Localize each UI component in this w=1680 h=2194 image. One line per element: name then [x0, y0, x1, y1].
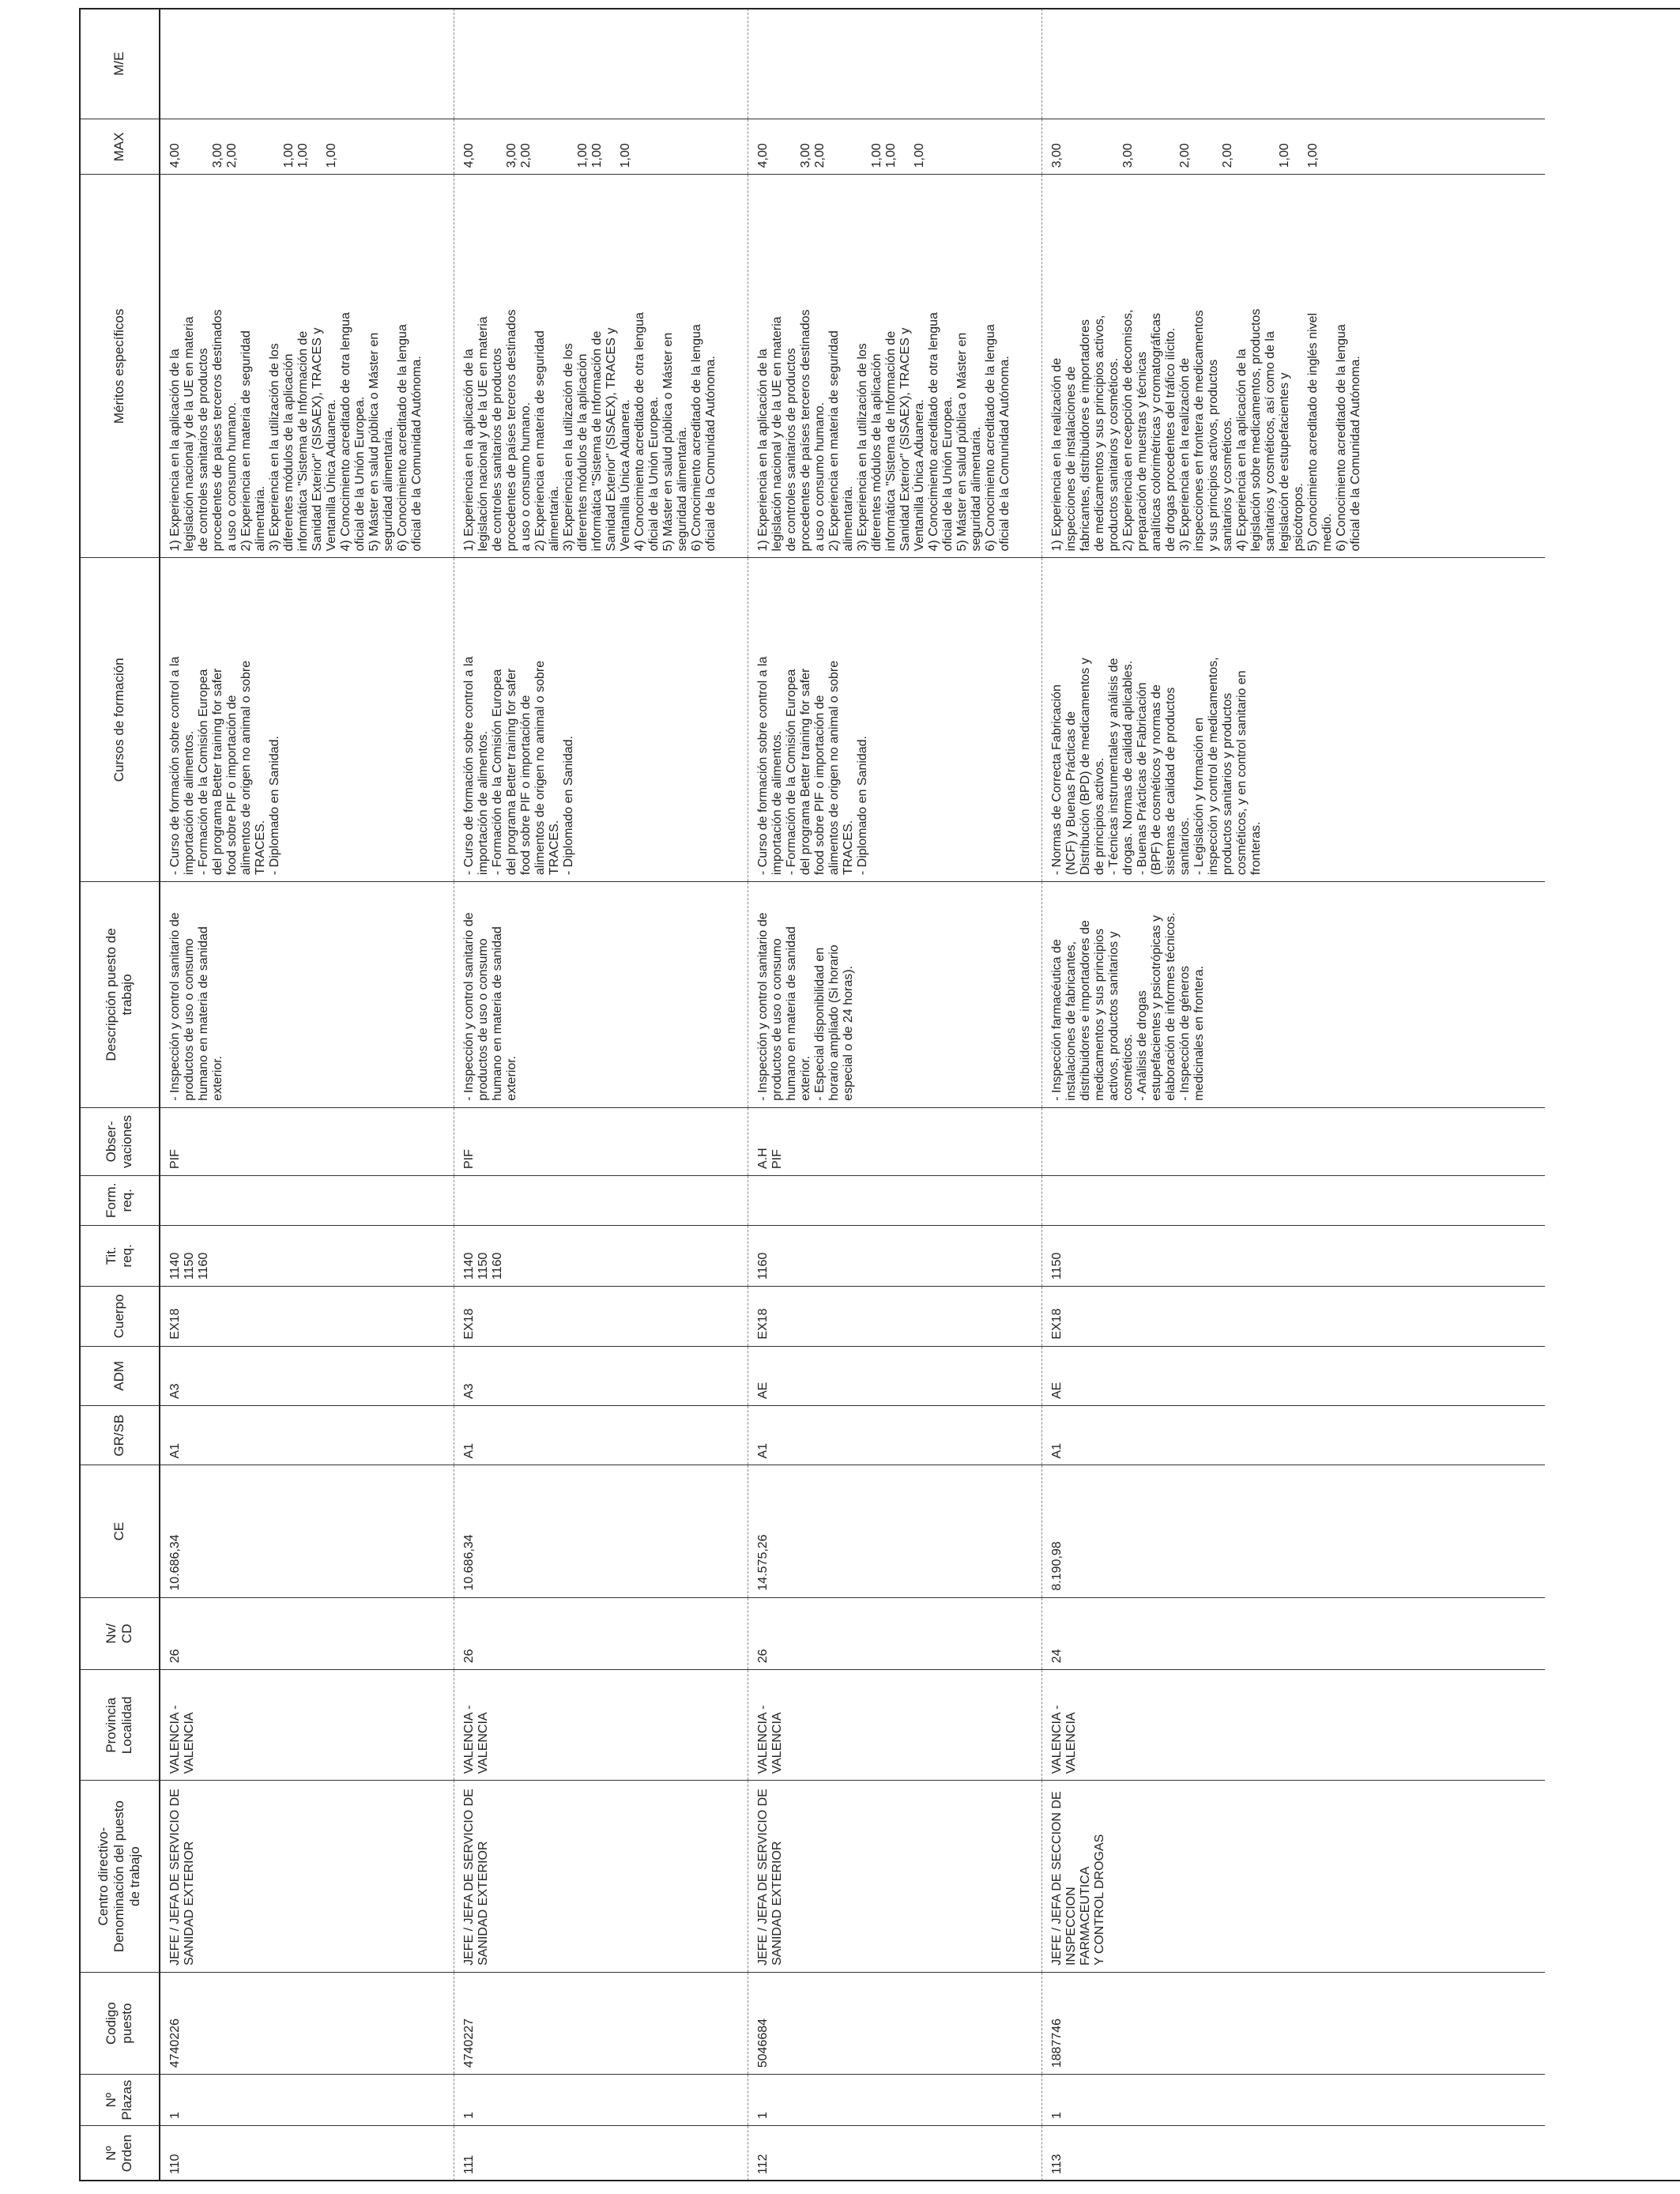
cell-descripcion: - Inspección farmacéutica de instalaciones de fabricantes, distribuidores e importadores de medicamentos y sus principios activos, productos sanitarios y cosméticos. - Análisis de drogas estupefacientes y psicotrópicas y elaboración de informes técnicos. - Inspección de géneros medicinales en frontera.	[1042, 882, 1546, 1108]
header-meritos: Méritos específicos	[80, 175, 160, 558]
cell-cuerpo: EX18	[160, 1287, 454, 1346]
cell-grupo: A1	[160, 1406, 454, 1465]
cell-cursos: - Curso de formación sobre control a la importación de alimentos. - Formación de la Comisión Europea del programa Better training for safer food sobre PIF o importación de alimentos de origen no animal o sobre TRACES. - Diplomado en Sanidad.	[454, 558, 748, 882]
header-cuerpo: Cuerpo	[80, 1287, 160, 1346]
cell-centro: JEFE / JEFA DE SECCION DE INSPECCION FARMACEUTICA Y CONTROL DROGAS	[1042, 1781, 1546, 1973]
header-centro: Centro directivo- Denominación del puesto de trabajo	[80, 1781, 160, 1973]
cell-plazas: 1	[748, 2075, 1042, 2126]
cell-observaciones: PIF	[454, 1107, 748, 1175]
cell-titulacion: 1150	[1042, 1225, 1546, 1287]
cell-meritos: 1) Experiencia en la aplicación de la legislación nacional y de la UE en materia de controles sanitarios de productos procedentes de países terceros destinados a uso o consumo humano. 2) Experiencia en materia de seguridad alimentaria. 3) Experiencia en la utilización de los diferentes módulos de la aplicación informática "Sistema de Información de Sanidad Exterior" (SISAEX), TRACES y Ventanilla Única Aduanera. 4) Conocimiento acreditado de otra lengua oficial de la Unión Europea. 5) Máster en salud pública o Máster en seguridad alimentaria. 6) Conocimiento acreditado de la lengua oficial de la Comunidad Autónoma.	[748, 175, 1042, 558]
cell-adm: A3	[454, 1346, 748, 1405]
header-provincia: Provincia Localidad	[80, 1670, 160, 1781]
cell-cuerpo: EX18	[454, 1287, 748, 1346]
cell-codigo: 4740226	[160, 1972, 454, 2074]
cell-meritos: 1) Experiencia en la aplicación de la legislación nacional y de la UE en materia de controles sanitarios de productos procedentes de países terceros destinados a uso o consumo humano. 2) Experiencia en materia de seguridad alimentaria. 3) Experiencia en la utilización de los diferentes módulos de la aplicación informática "Sistema de Información de Sanidad Exterior" (SISAEX), TRACES y Ventanilla Única Aduanera. 4) Conocimiento acreditado de otra lengua oficial de la Unión Europea. 5) Máster en salud pública o Máster en seguridad alimentaria. 6) Conocimiento acreditado de la lengua oficial de la Comunidad Autónoma.	[454, 175, 748, 558]
table-row	[748, 9, 1042, 2181]
header-me: M/E	[80, 9, 160, 119]
cell-descripcion: - Inspección y control sanitario de productos de uso o consumo humano en materia de sanidad exterior.	[160, 882, 454, 1108]
cell-nivel: 26	[748, 1597, 1042, 1670]
header-grupo: GR/SB	[80, 1406, 160, 1465]
cell-orden: 111	[454, 2125, 748, 2181]
cell-orden: 113	[1042, 2125, 1546, 2181]
cell-plazas: 1	[454, 2075, 748, 2126]
cell-max: 4,00 3,00 2,00 1,00 1,00 1,00	[748, 119, 1042, 175]
cell-codigo: 4740227	[454, 1972, 748, 2074]
cell-nivel: 24	[1042, 1597, 1546, 1670]
header-ce: CE	[80, 1465, 160, 1597]
cell-ce: 10.686,34	[160, 1465, 454, 1597]
header-orden: Nº Orden	[80, 2125, 160, 2181]
cell-centro: JEFE / JEFA DE SERVICIO DE SANIDAD EXTERIOR	[160, 1781, 454, 1973]
cell-me	[748, 9, 1042, 119]
cell-observaciones: A.H PIF	[748, 1107, 1042, 1175]
cell-provincia: VALENCIA - VALENCIA	[1042, 1670, 1546, 1781]
cell-titulacion: 1140 1150 1160	[454, 1225, 748, 1287]
table-row	[160, 9, 454, 2181]
header-formacion: Form. req.	[80, 1176, 160, 1226]
cell-cuerpo: EX18	[1042, 1287, 1546, 1346]
puestos-table	[79, 8, 1545, 2181]
cell-cursos: - Curso de formación sobre control a la importación de alimentos. - Formación de la Comisión Europea del programa Better training for safer food sobre PIF o importación de alimentos de origen no animal o sobre TRACES. - Diplomado en Sanidad.	[748, 558, 1042, 882]
cell-meritos: 1) Experiencia en la aplicación de la legislación nacional y de la UE en materia de controles sanitarios de productos procedentes de países terceros destinados a uso o consumo humano. 2) Experiencia en materia de seguridad alimentaria. 3) Experiencia en la utilización de los diferentes módulos de la aplicación informática "Sistema de Información de Sanidad Exterior" (SISAEX), TRACES y Ventanilla Única Aduanera. 4) Conocimiento acreditado de otra lengua oficial de la Unión Europea. 5) Máster en salud pública o Máster en seguridad alimentaria. 6) Conocimiento acreditado de la lengua oficial de la Comunidad Autónoma.	[160, 175, 454, 558]
cell-formacion	[160, 1176, 454, 1226]
cell-meritos: 1) Experiencia en la realización de inspecciones de instalaciones de fabricantes, distribuidores e importadores de medicamentos y sus principios activos, productos sanitarios y cosméticos. 2) Experiencia en recepción de decomisos, preparación de muestras y técnicas analíticas colorimétricas y cromatográficas de drogas procedentes del tráfico ilícito. 3) Experiencia en la realización de inspecciones en frontera de medicamentos y sus principios activos, productos sanitarios y cosméticos. 4) Experiencia en la aplicación de la legislación sobre medicamentos, productos sanitarios y cosméticos, así como de la legislación de estupefacientes y psicótropos. 5) Conocimiento acreditado de inglés nivel medio. 6) Conocimiento acreditado de la lengua oficial de la Comunidad Autónoma.	[1042, 175, 1546, 558]
table-header-row	[80, 9, 160, 2181]
cell-orden: 110	[160, 2125, 454, 2181]
cell-max: 4,00 3,00 2,00 1,00 1,00 1,00	[160, 119, 454, 175]
cell-me	[160, 9, 454, 119]
cell-descripcion: - Inspección y control sanitario de productos de uso o consumo humano en materia de sanidad exterior.	[454, 882, 748, 1108]
cell-codigo: 5046684	[748, 1972, 1042, 2074]
cell-adm: AE	[1042, 1346, 1546, 1405]
cell-max: 3,00 3,00 2,00 2,00 1,00 1,00	[1042, 119, 1546, 175]
cell-formacion	[1042, 1176, 1546, 1226]
cell-provincia: VALENCIA - VALENCIA	[748, 1670, 1042, 1781]
cell-plazas: 1	[1042, 2075, 1546, 2126]
cell-grupo: A1	[1042, 1406, 1546, 1465]
header-max: MAX	[80, 119, 160, 175]
cell-titulacion: 1160	[748, 1225, 1042, 1287]
cell-descripcion: - Inspección y control sanitario de productos de uso o consumo humano en materia de sanidad exterior. - Especial disponibilidad en horario ampliado (Si horario especial o de 24 horas).	[748, 882, 1042, 1108]
cell-nivel: 26	[454, 1597, 748, 1670]
cell-ce: 8.190,98	[1042, 1465, 1546, 1597]
cell-titulacion: 1140 1150 1160	[160, 1225, 454, 1287]
cell-provincia: VALENCIA - VALENCIA	[454, 1670, 748, 1781]
header-cursos: Cursos de formación	[80, 558, 160, 882]
rotated-table-container	[79, 8, 1680, 2181]
cell-provincia: VALENCIA - VALENCIA	[160, 1670, 454, 1781]
header-adm: ADM	[80, 1346, 160, 1405]
cell-ce: 14.575,26	[748, 1465, 1042, 1597]
cell-adm: A3	[160, 1346, 454, 1405]
cell-cursos: - Curso de formación sobre control a la importación de alimentos. - Formación de la Comisión Europea del programa Better training for safer food sobre PIF o importación de alimentos de origen no animal o sobre TRACES. - Diplomado en Sanidad.	[160, 558, 454, 882]
table-row	[454, 9, 748, 2181]
cell-max: 4,00 3,00 2,00 1,00 1,00 1,00	[454, 119, 748, 175]
cell-me	[454, 9, 748, 119]
cell-centro: JEFE / JEFA DE SERVICIO DE SANIDAD EXTERIOR	[454, 1781, 748, 1973]
table-row	[1042, 9, 1546, 2181]
header-codigo: Codigo puesto	[80, 1972, 160, 2074]
header-descripcion: Descripción puesto de trabajo	[80, 882, 160, 1108]
header-titulacion: Tit. req.	[80, 1225, 160, 1287]
cell-observaciones	[1042, 1107, 1546, 1175]
header-nivel: Nv/ CD	[80, 1597, 160, 1670]
cell-nivel: 26	[160, 1597, 454, 1670]
header-plazas: Nº Plazas	[80, 2075, 160, 2126]
cell-centro: JEFE / JEFA DE SERVICIO DE SANIDAD EXTERIOR	[748, 1781, 1042, 1973]
cell-me	[1042, 9, 1546, 119]
cell-plazas: 1	[160, 2075, 454, 2126]
cell-codigo: 1887746	[1042, 1972, 1546, 2074]
cell-cuerpo: EX18	[748, 1287, 1042, 1346]
cell-orden: 112	[748, 2125, 1042, 2181]
header-observaciones: Obser- vaciones	[80, 1107, 160, 1175]
cell-observaciones: PIF	[160, 1107, 454, 1175]
cell-grupo: A1	[748, 1406, 1042, 1465]
cell-formacion	[748, 1176, 1042, 1226]
cell-ce: 10.686,34	[454, 1465, 748, 1597]
cell-formacion	[454, 1176, 748, 1226]
cell-adm: AE	[748, 1346, 1042, 1405]
cell-grupo: A1	[454, 1406, 748, 1465]
cell-cursos: - Normas de Correcta Fabricación (NCF) y Buenas Prácticas de Distribución (BPD) de medicamentos y de principios activos. - Técnicas instrumentales y análisis de drogas. Normas de calidad aplicables. - Buenas Prácticas de Fabricación (BPF) de cosméticos y normas de sistemas de calidad de productos sanitarios. - Legislación y formación en inspección y control de medicamentos, productos sanitarios y productos cosméticos, y en control sanitario en fronteras.	[1042, 558, 1546, 882]
